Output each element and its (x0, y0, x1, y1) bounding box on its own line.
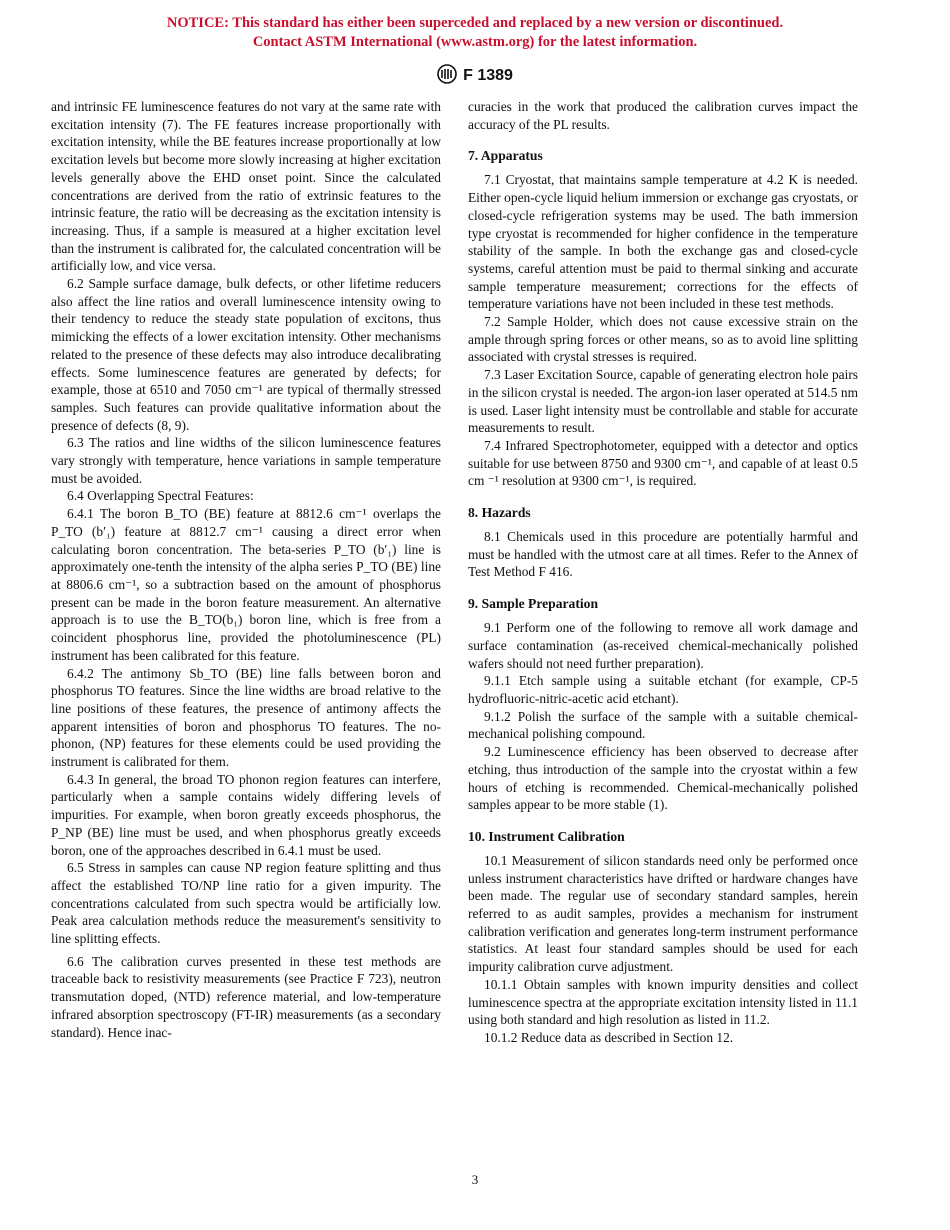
paragraph-6-5: 6.5 Stress in samples can cause NP region feature splitting and thus affect the established TO/NP line ratio for a given impurity. The concentrations calculated from such spectra would be artificially low. Peak area calculation methods reduce the measurement's sensitivity to line splitting effects. (51, 860, 441, 947)
page-header (0, 64, 950, 89)
paragraph-8-1: 8.1 Chemicals used in this procedure are potentially harmful and must be handled with the utmost care at all times. Refer to the Annex of Test Method F 416. (468, 529, 858, 580)
paragraph-7-1: 7.1 Cryostat, that maintains sample temperature at 4.2 K is needed. Either open-cycle liquid helium immersion or exchange gas cryostats, or closed-cycle refrigeration systems may be used. The bath immersion type cryostat is recommended for higher confidence in the temperature stability of the sample. In both the exchange gas and closed-cycle systems, careful attention must be paid to thermal sinking and accurate sample temperature measurement; corrections for the effects of temperature variations have not been included in these test methods. (468, 172, 858, 312)
section-heading-8: 8. Hazards (468, 505, 531, 521)
paragraph-7-3: 7.3 Laser Excitation Source, capable of generating electron hole pairs in the silicon crystal is needed. The argon-ion laser operated at 514.5 nm is used. Laser light intensity must be controllable and stable for accurate measurements to result. (468, 367, 858, 436)
section-heading-7: 7. Apparatus (468, 148, 543, 164)
left-column (51, 98, 441, 1041)
paragraph-10-1-2: 10.1.2 Reduce data as described in Section 12. (484, 1029, 734, 1045)
paragraph-9-1-1: 9.1.1 Etch sample using a suitable etchant (for example, CP-5 hydrofluoric-nitric-acetic acid etchant). (468, 673, 858, 706)
notice-line-1: NOTICE: This standard has either been superceded and replaced by a new version or discontinued. (166, 15, 784, 31)
paragraph-6-2: 6.2 Sample surface damage, bulk defects, or other lifetime reducers also affect the line ratios and overall luminescence intensity owing to their tendency to reduce the steady state population of excitons, thus mimicking the effects of a lower excitation intensity. Other mechanisms related to the presence of these defects may also introduce decalibrating effects. Some luminescence features are generated by defects; for example, those at 6510 and 7050 cm⁻¹ are typical of thermally stressed samples. Such features can provide qualitative information about the presence of defects (8, 9). (51, 276, 441, 433)
notice-banner (0, 14, 950, 52)
section-heading-10: 10. Instrument Calibration (468, 828, 625, 844)
paragraph-6-4-3: 6.4.3 In general, the broad TO phonon region features can interfere, particularly when a sample contains widely differing levels of impurities. For example, when boron greatly exceeds phosphorus, the P_NP (BE) line must be used, and when phosphorus greatly exceeds boron, one of the approaches described in 6.4.1 must be used. (51, 771, 441, 858)
section-heading-9: 9. Sample Preparation (468, 596, 599, 612)
paragraph-10-1-1: 10.1.1 Obtain samples with known impurity densities and collect luminescence spectra at the appropriate excitation intensity listed in 11.1 using both standard and high resolution as listed in 11.2. (468, 976, 858, 1028)
standard-designation: F 1389 (463, 67, 513, 84)
notice-line-2: Contact ASTM International (www.astm.org) for the latest information. (252, 34, 698, 50)
paragraph-6-4-1: 6.4.1 The boron B_TO (BE) feature at 8812.6 cm⁻¹ overlaps the P_TO (b′₁) feature at 8812.7 cm⁻¹ causing a direct error when calculating boron concentration. The beta-series P_TO (b′₁) line is approximately one-tenth the intensity of the alpha series P_TO (BE) line at 8806.6 cm⁻¹, so a subtraction based on the amount of phosphorus present can be made in the boron feature measurement. An alternative approach is to use the B_TO(b₁) boron line, which is free from a coincident phosphorus line, provided the photoluminescence (PL) instrument has been calibrated for this feature. (51, 506, 441, 663)
astm-logo-icon (437, 64, 457, 89)
paragraph-6-4-2: 6.4.2 The antimony Sb_TO (BE) line falls between boron and phosphorus TO features. Since the line widths are broad relative to the line positions of these features, the presence of antimony affects the apparent intensities of boron and phosphorus TO features. The no-phonon, (NP) features for these elements could be used providing the instrument is calibrated for them. (51, 665, 441, 770)
paragraph-9-1-2: 9.1.2 Polish the surface of the sample with a suitable chemical-mechanical polishing compound. (468, 708, 858, 742)
paragraph-10-1: 10.1 Measurement of silicon standards need only be performed once unless instrument characteristics have drifted or hardware changes have been made. The regular use of secondary standard samples, herein referred to as audit samples, provides a mechanism for instrument calibration verification and generates long-term instrument performance statistics. At least four standard samples should be used for each impurity calibration curve adjustment. (468, 852, 858, 975)
paragraph-6-6: 6.6 The calibration curves presented in these test methods are traceable back to resistivity measurements (see Practice F 723), neutron transmutation doped, (NTD) reference material, and low-temperature infrared absorption spectroscopy (FT-IR) measurements (as a secondary standard). Hence inac- (51, 953, 441, 1040)
right-column (468, 98, 858, 1047)
paragraph-continuation: and intrinsic FE luminescence features do not vary at the same rate with excitation intensity (7). The FE features increase proportionally with excitation intensity, while the BE features increase proportionally at low excitation levels but become more slowly increasing at higher excitation levels generally above the EHD onset point. Since the calculated concentrations are derived from the ratio of extrinsic features to the intrinsic feature, the ratio will be decreasing as the excitation intensity is increasing. Thus, if a sample is measured at a higher excitation level than the instrument is calibrated for, the calculated concentration will be artificially low, and vice versa. (51, 99, 441, 274)
paragraph-6-3: 6.3 The ratios and line widths of the silicon luminescence features vary strongly with temperature, hence variations in sample temperature must be avoided. (51, 435, 441, 486)
paragraph-continuation-right: curacies in the work that produced the calibration curves impact the accuracy of the PL results. (468, 99, 858, 132)
paragraph-9-2: 9.2 Luminescence efficiency has been observed to decrease after etching, thus introduction of the sample into the cryostat within a few hours of etching is recommended. Chemical-mechanically polished samples appear to be more stable (1). (468, 744, 858, 813)
paragraph-9-1: 9.1 Perform one of the following to remove all work damage and surface contamination (as-received chemical-mechanically polished wafers should not need further preparation). (468, 620, 858, 671)
paragraph-7-4: 7.4 Infrared Spectrophotometer, equipped with a detector and optics suitable for use between 8750 and 9300 cm⁻¹, and capable of at least 0.5 cm ⁻¹ resolution at 9300 cm⁻¹, is required. (468, 437, 858, 489)
paragraph-6-4: 6.4 Overlapping Spectral Features: (67, 488, 254, 504)
page-number: 3 (471, 1172, 479, 1187)
paragraph-7-2: 7.2 Sample Holder, which does not cause excessive strain on the ample through spring forces or other means, so as to avoid line splitting associated with crystal stresses is required. (468, 314, 858, 365)
